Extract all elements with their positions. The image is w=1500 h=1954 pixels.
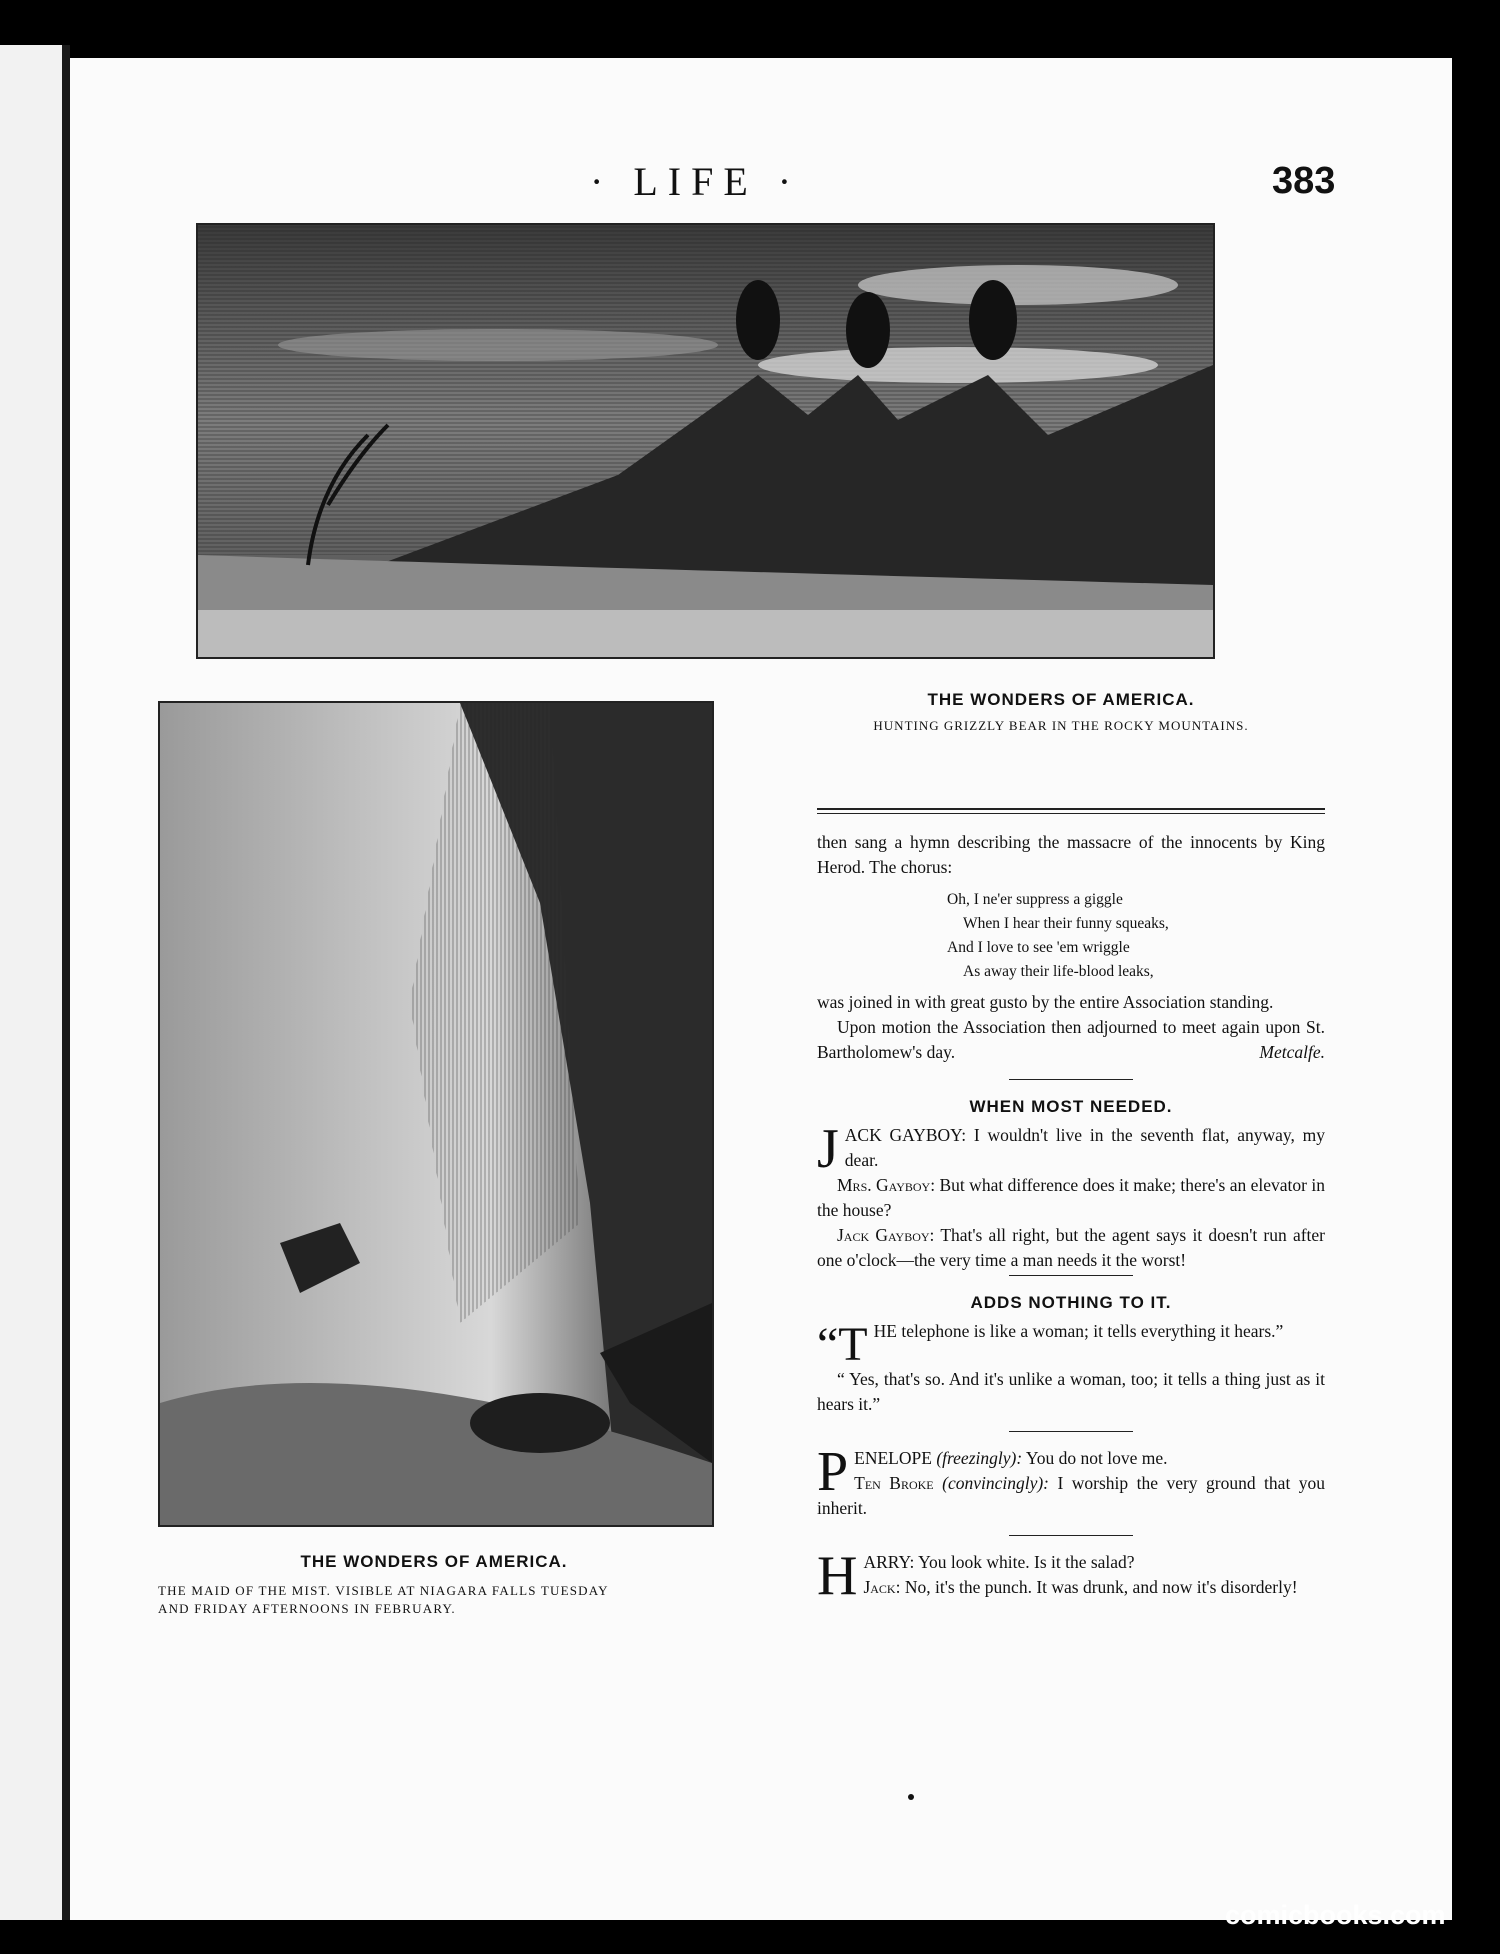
left-caption-line-1: THE MAID OF THE MIST. VISIBLE AT NIAGARA FALLS TUESDAY xyxy=(158,1583,609,1598)
dialogue-text: No, it's the punch. It was drunk, and now it's disorderly! xyxy=(904,1577,1298,1597)
drop-cap: H xyxy=(817,1545,858,1607)
dialogue-paragraph xyxy=(817,1118,1326,1180)
article-after-verse: was joined in with great gusto by the entire Association standing. xyxy=(817,992,1274,1012)
watermark: comicbooks.com xyxy=(1225,1900,1446,1930)
section-divider xyxy=(1009,1079,1133,1080)
magazine-page xyxy=(70,58,1452,1920)
drop-cap: “T xyxy=(817,1318,868,1371)
waterfall-image xyxy=(160,703,712,1525)
section-heading-adds-nothing: ADDS NOTHING TO IT. xyxy=(970,1293,1172,1312)
dialogue-paragraph xyxy=(817,1223,1325,1273)
page-gutter-shadow xyxy=(62,45,70,1920)
top-caption-title: THE WONDERS OF AMERICA. xyxy=(927,690,1195,709)
dialogue-text: That's all right, but the agent says it doesn't run after one o'clock—the very time a man needs it the worst! xyxy=(817,1225,1325,1270)
section-divider xyxy=(1009,1535,1133,1536)
left-caption-title: THE WONDERS OF AMERICA. xyxy=(300,1552,568,1571)
page-number: 383 xyxy=(1272,160,1336,202)
verse-line: And I love to see 'em wriggle xyxy=(947,939,1130,956)
niagara-falls-illustration xyxy=(158,701,714,1527)
dialogue-text: But what difference does it make; there's an elevator in the house? xyxy=(817,1175,1325,1220)
closing-text: Upon motion the Association then adjourned to meet again upon St. Bartholomew's day. xyxy=(817,1017,1325,1062)
speaker-name: Ten Broke xyxy=(854,1473,934,1493)
dialogue-text: You do not love me. xyxy=(1025,1448,1168,1468)
left-caption-line-2: AND FRIDAY AFTERNOONS IN FEBRUARY. xyxy=(158,1601,456,1616)
author-signature: Metcalfe. xyxy=(1259,1042,1325,1062)
speaker-name: Jack: xyxy=(863,1577,901,1597)
joke-paragraph xyxy=(817,1318,1325,1371)
drop-cap: J xyxy=(817,1118,839,1180)
section-heading-when-most-needed: WHEN MOST NEEDED. xyxy=(969,1097,1173,1116)
stage-direction: (freezingly): xyxy=(936,1448,1023,1468)
section-divider xyxy=(1009,1431,1133,1432)
mountain-landscape-image xyxy=(198,225,1213,657)
stage-direction: (convincingly): xyxy=(942,1473,1050,1493)
speaker-name: Jack Gayboy: xyxy=(837,1225,935,1245)
speaker-name: ENELOPE xyxy=(854,1448,932,1468)
verse-line: As away their life-blood leaks, xyxy=(963,963,1154,980)
drop-cap: P xyxy=(817,1441,849,1503)
grizzly-bear-illustration xyxy=(196,223,1215,659)
dialogue-paragraph xyxy=(817,1441,1326,1521)
dialogue-text: You look white. Is it the salad? xyxy=(918,1552,1135,1572)
section-divider xyxy=(1009,1275,1133,1276)
joke-text: HE telephone is like a woman; it tells everything it hears.” xyxy=(873,1321,1284,1341)
dialogue-paragraph xyxy=(817,1173,1325,1223)
speaker-name: ACK GAYBOY: xyxy=(844,1125,967,1145)
double-rule xyxy=(817,808,1325,814)
text-column xyxy=(817,832,1326,1607)
speaker-name: Mrs. Gayboy: xyxy=(837,1175,936,1195)
verse-line: When I hear their funny squeaks, xyxy=(963,915,1169,932)
dialogue-paragraph xyxy=(817,1545,1325,1607)
dialogue-text: I wouldn't live in the seventh flat, anyway, my dear. xyxy=(844,1125,1326,1170)
masthead-title: · LIFE · xyxy=(590,159,802,204)
top-caption-text: HUNTING GRIZZLY BEAR IN THE ROCKY MOUNTAINS. xyxy=(873,718,1249,733)
article-continued-text: then sang a hymn describing the massacre of the innocents by King Herod. The chorus: xyxy=(817,832,1325,877)
article-closing xyxy=(817,1015,1325,1065)
page-dot xyxy=(908,1794,914,1800)
joke-paragraph: “ Yes, that's so. And it's unlike a woman, too; it tells a thing just as it hears it.” xyxy=(817,1369,1325,1414)
speaker-name: ARRY: xyxy=(863,1552,915,1572)
previous-page-edge xyxy=(0,45,62,1920)
verse-line: Oh, I ne'er suppress a giggle xyxy=(947,891,1123,908)
chorus-verse xyxy=(947,888,1325,984)
dialogue-text: I worship the very ground that you inherit. xyxy=(817,1473,1326,1518)
